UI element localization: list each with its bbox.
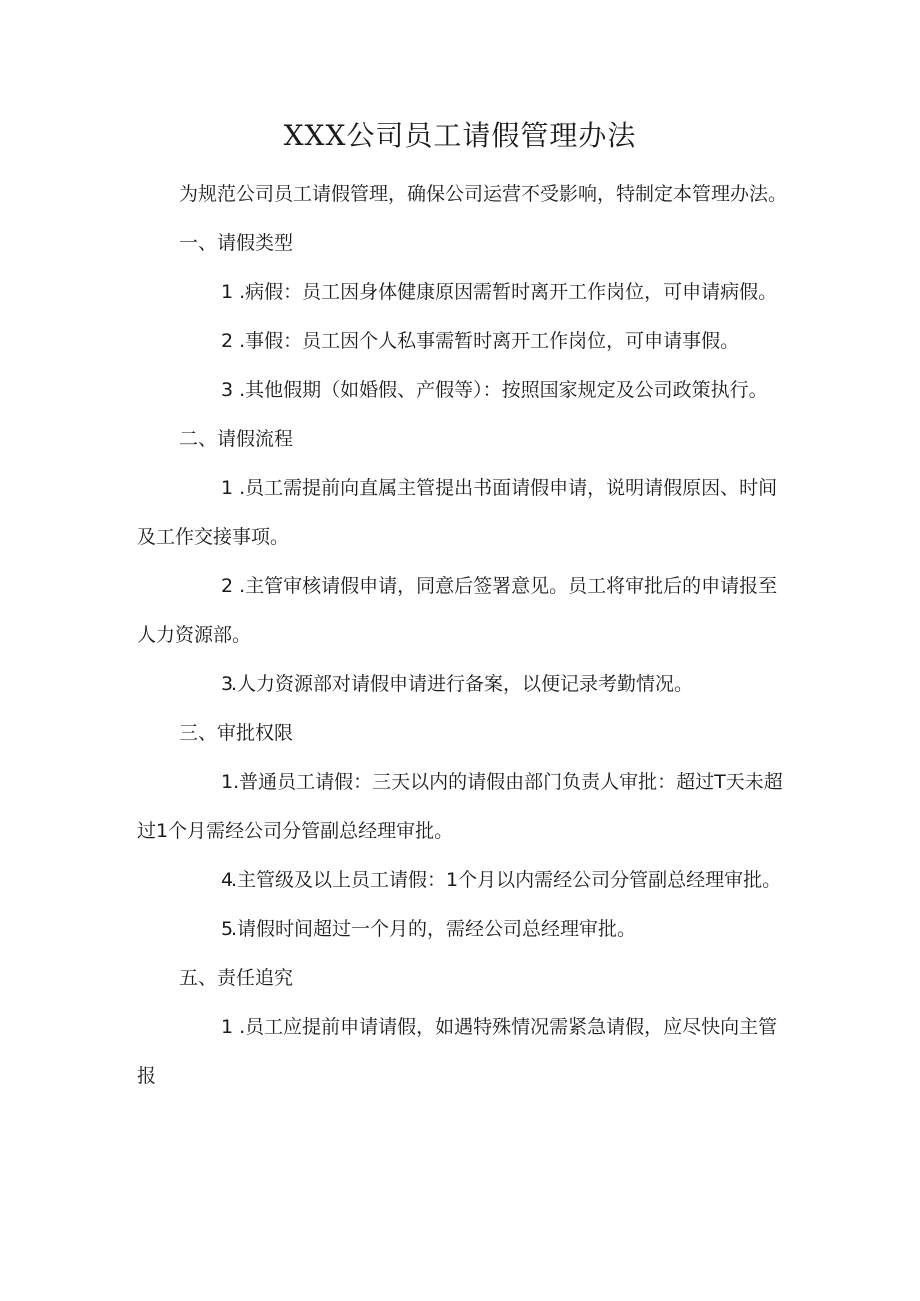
item-number: 2: [221, 330, 234, 352]
item-text: .请假时间超过一个月的，需经公司总经理审批。: [231, 918, 637, 940]
item-text: .员工需提前向直属主管提出书面请假申请，说明请假原因、时间及工作交接事项。: [137, 477, 778, 548]
item-text: .普通员工请假：三天以内的请假由部门负责人审批：超过T天未超过1个月需经公司分管副总经理审批。: [137, 771, 783, 842]
section-heading: 一、请假类型: [179, 232, 294, 254]
item-text: .其他假期（如婚假、产假等）：按照国家规定及公司政策执行。: [233, 379, 768, 401]
list-item: [137, 562, 793, 660]
item-number: 2: [221, 575, 234, 597]
item-text: .事假：员工因个人私事需暂时离开工作岗位，可申请事假。: [233, 330, 740, 352]
item-number: 1: [221, 1016, 234, 1038]
item-number: 1: [221, 771, 234, 793]
item-number: 4: [221, 869, 234, 891]
item-number: 3: [221, 379, 234, 401]
intro-paragraph: 为规范公司员工请假管理，确保公司运营不受影响，特制定本管理办法。: [179, 183, 788, 205]
list-item: [137, 268, 793, 317]
list-item: [137, 758, 793, 856]
list-item: [137, 317, 793, 366]
item-number: 3: [221, 673, 234, 695]
list-item: [137, 366, 793, 415]
list-item: [137, 1003, 793, 1101]
document-title: XXX公司员工请假管理办法: [283, 119, 637, 152]
item-text: .主管审核请假申请，同意后签署意见。员工将审批后的申请报至人力资源部。: [137, 575, 778, 646]
item-text: .病假：员工因身体健康原因需暂时离开工作岗位，可申请病假。: [233, 281, 778, 303]
item-number: 1: [221, 281, 234, 303]
item-number: 5: [221, 918, 234, 940]
document-body: [137, 170, 793, 1101]
item-text: .人力资源部对请假申请进行备案，以便记录考勤情况。: [231, 673, 694, 695]
section-heading: 二、请假流程: [179, 428, 294, 450]
list-item: [137, 856, 793, 905]
list-item: [137, 464, 793, 562]
section-heading: 五、责任追究: [179, 967, 294, 989]
section-heading: 三、审批权限: [179, 722, 294, 744]
item-text: .主管级及以上员工请假：1个月以内需经公司分管副总经理审批。: [231, 869, 782, 891]
item-number: 1: [221, 477, 234, 499]
list-item: [137, 660, 793, 709]
list-item: [137, 905, 793, 954]
item-text: .员工应提前申请请假，如遇特殊情况需紧急请假，应尽快向主管报: [137, 1016, 778, 1087]
